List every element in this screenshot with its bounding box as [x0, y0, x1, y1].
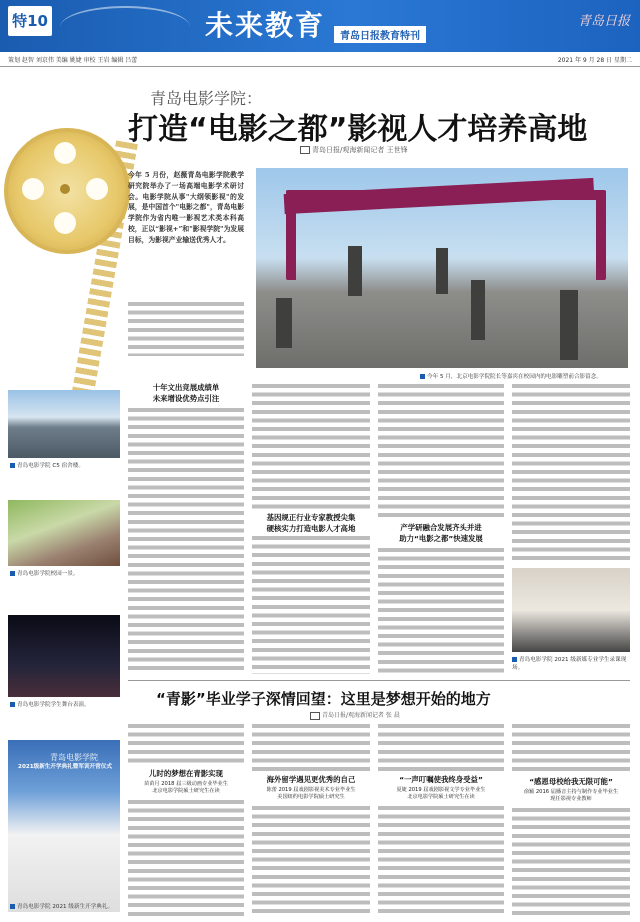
caption-marker [10, 904, 15, 909]
body-column-1 [128, 406, 244, 674]
photo-caption [10, 700, 90, 708]
film-reel-icon [4, 128, 130, 254]
photo-caption [512, 656, 630, 672]
article-divider [128, 680, 630, 681]
graduate-profile-3: 夏婕 2019 届戏剧影视文学专业毕业生 北京电影学院硕士研究生在读 [396, 787, 486, 800]
camera-icon [310, 712, 320, 720]
graduate-profile-1: 苗苗月 2018 届三级动画专业毕业生 北京电影学院硕士研究生在读 [144, 781, 228, 794]
graduate-profile-2: 陈蕾 2019 届戏剧影视美术专业毕业生 美国纽约电影学院硕士研究生 [266, 787, 356, 800]
article2-byline [310, 710, 400, 720]
page-label: 特10 [8, 6, 52, 36]
section-heading-1: 十年文出竞展成绩单 未来增设优势点引注 [152, 383, 220, 403]
graduate-profile-4: 俞颖 2016 届播音主持与制作专业毕业生 现任影视专业教师 [523, 789, 619, 802]
article2-body-3 [378, 722, 504, 772]
body-column-2b [252, 534, 370, 674]
staff-line: 策划 赵智 刘京伟 美编 姚婕 审校 王岩 编辑 吕蕾 [8, 57, 138, 64]
main-photo-caption [420, 372, 602, 380]
byline-text: 青岛日报/观海新闻记者 王世锋 [312, 146, 408, 154]
caption-marker [10, 571, 15, 576]
article2-body-3b [378, 804, 504, 916]
article2-body-1b [128, 798, 244, 916]
reel-hub [60, 184, 70, 194]
date-line: 2021 年 9 月 28 日 星期二 [557, 57, 632, 64]
stage-performance-photo [8, 615, 120, 697]
caption-marker [10, 463, 15, 468]
article2-body-4 [512, 722, 630, 774]
article2-subhead-2: 海外留学遇见更优秀的自己 [266, 775, 356, 784]
article-byline [300, 145, 408, 155]
dormitory-photo [8, 390, 120, 458]
photo-caption [10, 569, 79, 577]
newspaper-logo: 青岛日报 [578, 14, 631, 29]
article2-body-2b [252, 804, 370, 916]
article2-subhead-3: “一声叮嘱使我终身受益” [399, 775, 483, 784]
reel-hole [54, 142, 76, 164]
caption-text: 青岛电影学院校园一景。 [17, 571, 79, 577]
section-heading-2: 基因规正行业专家教授尖集 硬核实力打造电影人才高地 [266, 513, 356, 533]
campus-photo [8, 500, 120, 566]
article-kicker: 青岛电影学院： [150, 89, 263, 108]
caption-text: 今年 5 月，北京电影学院院长等嘉宾在校园内的电影雕塑前合影留念。 [427, 374, 602, 380]
article2-body-1 [128, 722, 244, 766]
section-name: 未来教育 [205, 9, 326, 42]
body-column-4 [512, 382, 630, 560]
section-subtitle: 青岛日报教育特刊 [334, 26, 426, 43]
reel-hole [54, 212, 76, 234]
byline-text: 青岛日报/观海新闻记者 张 晨 [322, 712, 400, 719]
staff-bar [0, 52, 640, 67]
intro-text-continued [128, 300, 244, 356]
body-column-3b [378, 546, 504, 674]
caption-text: 青岛电影学院 C5 宿舍楼。 [17, 463, 84, 469]
article-headline: 打造“电影之都”影视人才培养高地 [128, 112, 588, 147]
main-photo [256, 168, 628, 368]
caption-text: 青岛电影学院 2021 级新生开学典礼。 [17, 904, 114, 910]
recording-studio-photo [512, 568, 630, 652]
article2-body-2 [252, 722, 370, 772]
reel-hole [22, 178, 44, 200]
reel-hole [86, 178, 108, 200]
caption-marker [10, 702, 15, 707]
body-column-3a [378, 382, 504, 520]
article2-subhead-1: 儿时的梦想在青影实现 [149, 769, 223, 778]
header-arc-decoration [60, 6, 190, 48]
caption-text: 青岛电影学院 2021 级新媒专业学生录课现场。 [512, 657, 627, 671]
statue-figure [348, 246, 362, 296]
caption-marker [420, 374, 425, 379]
ceremony-banner-sub: 2021级新生开学典礼暨军训开营仪式 [18, 764, 112, 770]
statue-figure [471, 280, 485, 340]
statue-figure [436, 248, 448, 294]
photo-caption [10, 902, 113, 910]
article2-headline: “青影”毕业学子深情回望：这里是梦想开始的地方 [156, 690, 491, 708]
caption-marker [512, 657, 517, 662]
article2-body-4b [512, 806, 630, 916]
statue-figure [276, 298, 292, 348]
article-intro: 今年 5 月份，赵薇青岛电影学院教学研究院举办了一场高端电影学术研讨会。电影学院从事"大纲领影视"的发展，是中国首个"电影之都"，青岛电影学院作为省内唯一影视艺术类本科高校，正以“影视+”和"影视学院"为发展目标，为影视产业输送优秀人才。 [128, 171, 244, 244]
body-column-2a [252, 382, 370, 510]
ceremony-banner-title: 青岛电影学院 [50, 753, 98, 762]
statue-figure [560, 290, 578, 360]
article2-subhead-4: “感恩母校给我无限可能” [529, 777, 613, 786]
camera-icon [300, 146, 310, 154]
caption-text: 青岛电影学院学生舞台表演。 [17, 702, 90, 708]
photo-caption [10, 461, 84, 469]
section-heading-3: 产学研融合发展齐头并进 助力“电影之都”快速发展 [399, 523, 483, 543]
